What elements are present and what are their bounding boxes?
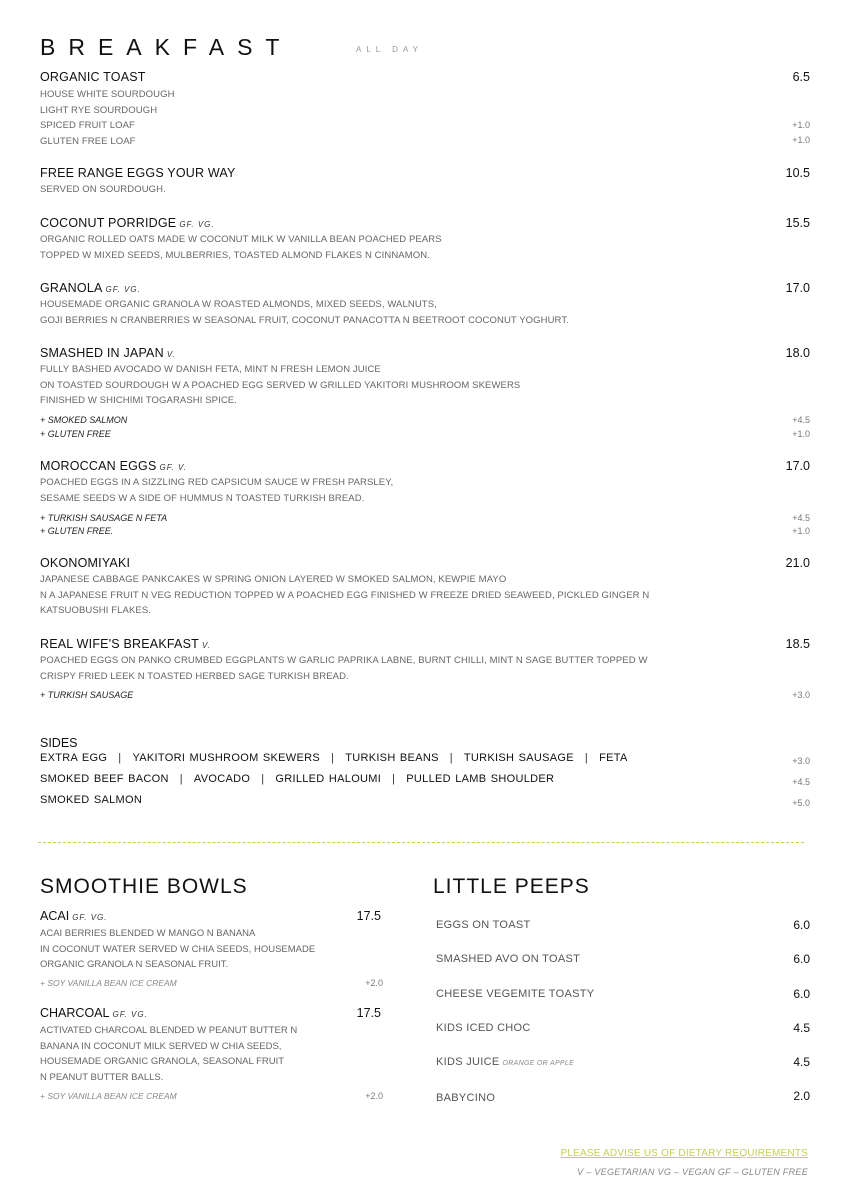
side-separator: | — [179, 773, 183, 785]
menu-item-desc — [40, 87, 175, 149]
item-name-text: MOROCCAN EGGS — [40, 459, 157, 473]
menu-item-desc — [40, 926, 315, 973]
item-name-text: FREE RANGE EGGS YOUR WAY — [40, 166, 236, 180]
desc-line: TOPPED W MIXED SEEDS, MULBERRIES, TOASTED ALMOND FLAKES N CINNAMON. — [40, 249, 430, 261]
item-name-text: REAL WIFE'S BREAKFAST — [40, 637, 199, 651]
desc-line: SPICED FRUIT LOAF — [40, 120, 135, 131]
kids-item-price: 4.5 — [793, 1055, 810, 1069]
item-name-text: KIDS JUICE — [436, 1056, 500, 1068]
menu-item-price: 17.0 — [785, 459, 810, 473]
add-on-price: +4.5 — [792, 415, 810, 425]
menu-item-name — [40, 216, 215, 230]
side-item: YAKITORI MUSHROOM SKEWERS — [132, 752, 321, 764]
desc-line: ACTIVATED CHARCOAL BLENDED W PEANUT BUTTER N — [40, 1025, 298, 1036]
desc-line: N A JAPANESE FRUIT N VEG REDUCTION TOPPED W A POACHED EGG FINISHED W FREEZE DRIED SEAWEED, PICKLED GINGER N — [40, 589, 650, 601]
desc-line: POACHED EGGS ON PANKO CRUMBED EGGPLANTS W GARLIC PAPRIKA LABNE, BURNT CHILLI, MINT N SAGE BUTTER TOPPED W — [40, 655, 648, 666]
dietary-tag: V. — [201, 641, 211, 650]
side-separator: | — [449, 752, 453, 764]
side-item: TURKISH BEANS — [345, 752, 439, 764]
desc-line: GOJI BERRIES N CRANBERRIES W SEASONAL FRUIT, COCONUT PANACOTTA N BEETROOT COCONUT YOGHURT. — [40, 314, 569, 326]
menu-item-price: 17.5 — [356, 909, 381, 923]
smoothie-bowls-title: SMOOTHIE BOWLS — [40, 875, 248, 898]
side-item: FETA — [599, 752, 628, 764]
kids-item-name — [436, 953, 580, 965]
add-on-price: +2.0 — [365, 978, 383, 988]
dietary-tag: GF. VG. — [112, 1010, 148, 1019]
menu-item-desc — [40, 475, 393, 506]
menu-item-name — [40, 346, 176, 360]
menu-item-price: 17.5 — [356, 1006, 381, 1020]
desc-line: IN COCONUT WATER SERVED W CHIA SEEDS, HOUSEMADE — [40, 943, 316, 955]
item-name-text: GRANOLA — [40, 281, 103, 295]
add-on-price: +1.0 — [792, 429, 810, 439]
desc-line: HOUSEMADE ORGANIC GRANOLA W ROASTED ALMONDS, MIXED SEEDS, WALNUTS, — [40, 299, 437, 310]
item-name-text: COCONUT PORRIDGE — [40, 216, 177, 230]
dietary-tag: GF. V. — [159, 463, 187, 472]
add-on-option: + SOY VANILLA BEAN ICE CREAM — [40, 1091, 177, 1101]
section-divider — [38, 842, 804, 843]
menu-item-desc — [40, 362, 520, 409]
add-on-option: + SOY VANILLA BEAN ICE CREAM — [40, 978, 177, 988]
breakfast-title: BREAKFAST — [40, 34, 293, 60]
item-name-text: EGGS ON TOAST — [436, 919, 531, 931]
menu-item-price: 15.5 — [785, 216, 810, 230]
menu-item-name — [40, 909, 108, 923]
add-on-option: + SMOKED SALMON — [40, 415, 128, 425]
desc-line: BANANA IN COCONUT MILK SERVED W CHIA SEEDS, — [40, 1040, 282, 1052]
item-name-text: ACAI — [40, 909, 70, 923]
breakfast-subtitle: ALL DAY — [356, 45, 424, 54]
menu-item-name — [40, 459, 187, 473]
side-separator: | — [331, 752, 335, 764]
menu-item-price: 21.0 — [785, 556, 810, 570]
add-on-option: + GLUTEN FREE. — [40, 526, 114, 536]
desc-line: JAPANESE CABBAGE PANKCAKES W SPRING ONION LAYERED W SMOKED SALMON, KEWPIE MAYO — [40, 574, 507, 585]
item-name-text: OKONOMIYAKI — [40, 556, 131, 570]
side-item: GRILLED HALOUMI — [275, 773, 382, 785]
desc-line: FULLY BASHED AVOCADO W DANISH FETA, MINT N FRESH LEMON JUICE — [40, 364, 381, 375]
desc-line: ORGANIC ROLLED OATS MADE W COCONUT MILK W VANILLA BEAN POACHED PEARS — [40, 234, 442, 245]
desc-line: GLUTEN FREE LOAF — [40, 135, 136, 147]
side-item: AVOCADO — [193, 773, 251, 785]
kids-item-name — [436, 1022, 531, 1034]
dietary-tag: GF. VG. — [105, 285, 141, 294]
menu-item-desc — [40, 297, 569, 328]
kids-item-name — [436, 988, 594, 1000]
menu-item-price: 10.5 — [785, 166, 810, 180]
dietary-legend: V – VEGETARIAN VG – VEGAN GF – GLUTEN FREE — [577, 1167, 808, 1177]
side-item: SMOKED SALMON — [40, 794, 143, 806]
desc-line: SESAME SEEDS W A SIDE OF HUMMUS N TOASTED TURKISH BREAD. — [40, 492, 365, 504]
side-separator: | — [261, 773, 265, 785]
side-item: SMOKED BEEF BACON — [40, 773, 169, 785]
kids-item-price: 4.5 — [793, 1021, 810, 1035]
side-separator: | — [118, 752, 122, 764]
desc-line: LIGHT RYE SOURDOUGH — [40, 104, 158, 116]
add-on-price: +1.0 — [792, 526, 810, 536]
little-peeps-title: LITTLE PEEPS — [433, 875, 590, 898]
sides-row-price: +3.0 — [792, 756, 810, 766]
sides-row-price: +5.0 — [792, 798, 810, 808]
item-name-text: CHEESE VEGEMITE TOASTY — [436, 988, 595, 1000]
dietary-advice-link[interactable]: PLEASE ADVISE US OF DIETARY REQUIREMENTS — [560, 1148, 808, 1159]
item-name-text: SMASHED IN JAPAN — [40, 346, 164, 360]
side-separator: | — [392, 773, 396, 785]
add-on-option: + TURKISH SAUSAGE — [40, 690, 134, 700]
menu-item-price: 18.5 — [785, 637, 810, 651]
sides-row — [40, 773, 554, 785]
menu-item-desc — [40, 182, 166, 198]
dietary-tag: V. — [166, 350, 176, 359]
add-on-option: + GLUTEN FREE — [40, 429, 111, 439]
desc-line: CRISPY FRIED LEEK N TOASTED HERBED SAGE TURKISH BREAD. — [40, 670, 349, 682]
desc-line: KATSUOBUSHI FLAKES. — [40, 605, 152, 616]
side-item: TURKISH SAUSAGE — [463, 752, 574, 764]
kids-item-price: 6.0 — [793, 952, 810, 966]
sides-title: SIDES — [40, 736, 78, 750]
menu-item-name — [40, 281, 141, 295]
menu-item-price: 18.0 — [785, 346, 810, 360]
sides-row — [40, 794, 142, 806]
sides-row — [40, 752, 628, 764]
item-name-text: KIDS ICED CHOC — [436, 1022, 531, 1034]
desc-line: ACAI BERRIES BLENDED W MANGO N BANANA — [40, 928, 256, 939]
desc-line: N PEANUT BUTTER BALLS. — [40, 1071, 164, 1083]
item-name-text: ORGANIC TOAST — [40, 70, 146, 84]
menu-item-name — [40, 70, 146, 84]
menu-item-price: 6.5 — [792, 70, 810, 84]
menu-item-desc — [40, 232, 442, 263]
desc-line: SERVED ON SOURDOUGH. — [40, 184, 166, 195]
side-item: PULLED LAMB SHOULDER — [406, 773, 555, 785]
item-name-text: SMASHED AVO ON TOAST — [436, 953, 581, 965]
desc-line: FINISHED W SHICHIMI TOGARASHI SPICE. — [40, 395, 237, 406]
kids-item-note: ORANGE OR APPLE — [502, 1060, 575, 1067]
desc-line: ON TOASTED SOURDOUGH W A POACHED EGG SERVED W GRILLED YAKITORI MUSHROOM SKEWERS — [40, 379, 521, 391]
dietary-tag: GF. VG. — [72, 913, 108, 922]
add-on-option: + TURKISH SAUSAGE N FETA — [40, 513, 168, 523]
desc-line: HOUSE WHITE SOURDOUGH — [40, 89, 175, 100]
desc-line: ORGANIC GRANOLA N SEASONAL FRUIT. — [40, 959, 229, 970]
menu-item-name — [40, 637, 211, 651]
sides-row-price: +4.5 — [792, 777, 810, 787]
kids-item-name — [436, 1056, 574, 1068]
add-on-price: +4.5 — [792, 513, 810, 523]
kids-item-price: 2.0 — [793, 1089, 810, 1103]
kids-item-price: 6.0 — [793, 918, 810, 932]
kids-item-name — [436, 919, 531, 931]
menu-item-desc — [40, 1023, 297, 1085]
side-separator: | — [584, 752, 589, 764]
add-on-price: +3.0 — [792, 690, 810, 700]
menu-item-name — [40, 556, 130, 570]
menu-item-name — [40, 166, 236, 180]
menu-item-desc — [40, 572, 649, 619]
menu-item-desc — [40, 653, 648, 684]
desc-line-price: +1.0 — [792, 135, 810, 145]
side-item: EXTRA EGG — [40, 752, 108, 764]
desc-line-price: +1.0 — [792, 120, 810, 130]
menu-item-price: 17.0 — [785, 281, 810, 295]
kids-item-name — [436, 1092, 495, 1104]
desc-line: HOUSEMADE ORGANIC GRANOLA, SEASONAL FRUIT — [40, 1056, 285, 1067]
kids-item-price: 6.0 — [793, 987, 810, 1001]
item-name-text: BABYCINO — [436, 1092, 496, 1104]
item-name-text: CHARCOAL — [40, 1006, 110, 1020]
menu-item-name — [40, 1006, 148, 1020]
add-on-price: +2.0 — [365, 1091, 383, 1101]
desc-line: POACHED EGGS IN A SIZZLING RED CAPSICUM SAUCE W FRESH PARSLEY, — [40, 477, 394, 488]
dietary-tag: GF. VG. — [179, 220, 215, 229]
